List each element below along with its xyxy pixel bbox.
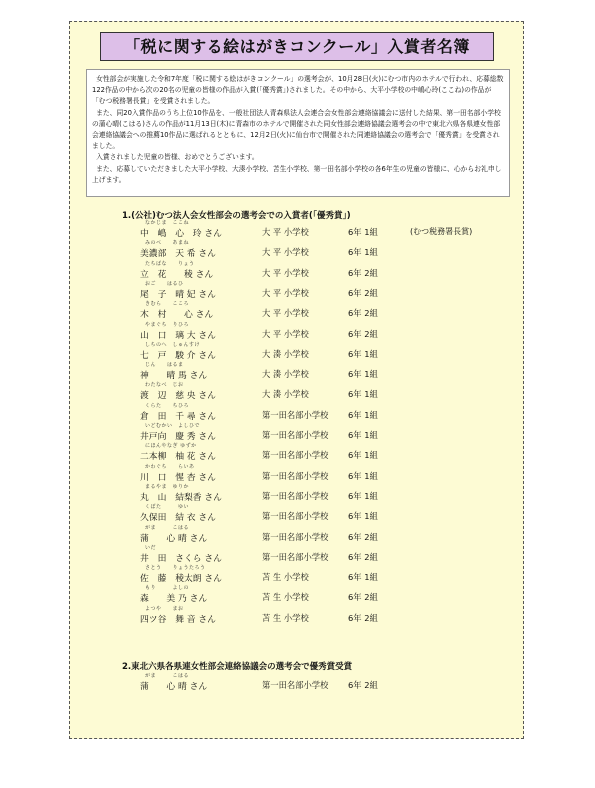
winner-name: 七 戸 駿 介 さん [140, 350, 216, 361]
winner-row [0, 341, 595, 361]
school-name: 大 平 小学校 [262, 247, 309, 258]
grade-class: 6年 2組 [348, 592, 378, 603]
name-reading: さとう りょうたろう [145, 565, 206, 572]
winner-row [0, 544, 595, 564]
name-reading: がま こはる [145, 673, 190, 679]
winner-name: 渡 辺 慈 央 さん [140, 391, 216, 402]
winner-name: 美濃部 天 希 さん [140, 249, 216, 260]
winner-row [0, 381, 595, 401]
school-name: 第一田名部小学校 [262, 470, 329, 481]
school-name: 大 湊 小学校 [262, 348, 309, 359]
grade-class: 6年 1組 [348, 430, 378, 440]
winner-row [0, 442, 595, 462]
grade-class: 6年 1組 [348, 369, 378, 380]
winner-row [0, 672, 595, 692]
school-name: 第一田名部小学校 [262, 680, 329, 690]
winner-name: 佐 藤 稜太朗 さん [140, 574, 222, 585]
winner-row [0, 402, 595, 422]
grade-class: 6年 1組 [348, 227, 378, 237]
grade-class: 6年 1組 [348, 389, 378, 400]
section-1-heading: 1.(公社)むつ法人会女性部会の選考会での入賞者(「優秀賞」) [122, 211, 351, 221]
winner-name: 立 花 稜 さん [140, 269, 214, 280]
name-reading: やまぐち りひろ [145, 321, 190, 328]
school-name: 第一田名部小学校 [262, 490, 329, 501]
winner-name: 尾 子 晴 妃 さん [140, 289, 216, 300]
name-reading: きむら こころ [145, 301, 190, 308]
name-reading: よつや まお [145, 605, 184, 612]
grade-class: 6年 2組 [348, 308, 378, 319]
winner-name: 久保田 結 衣 さん [140, 513, 216, 524]
winner-row [0, 564, 595, 584]
winner-row [0, 584, 595, 604]
winner-name: 蒲 心 晴 さん [140, 533, 208, 544]
winner-name: 森 美 乃 さん [140, 594, 208, 605]
school-name: 苫 生 小学校 [262, 572, 309, 583]
winner-name: 二本柳 柚 花 さん [140, 452, 216, 463]
winner-name: 丸 山 結梨香 さん [140, 492, 222, 503]
intro-paragraph: また、同20入賞作品のうち上位10作品を、一般社団法人青森県法人会連合会女性部会連絡協議会に送付した結果、第一田名部小学校の蒲心晴(こはる)さんの作品が11月13日(木)に青森市のホテルで開催された同女性部会連絡協議会選考会の中で東北六県各県連女性部会連絡協議会への推薦10作品に選ばれるとともに、12月2日(火)に仙台市で開催された同連絡協議会の選考会で「優秀賞」を受賞されました。 [92, 108, 501, 151]
grade-class: 6年 2組 [348, 531, 378, 542]
school-name: 大 平 小学校 [262, 267, 309, 278]
grade-class: 6年 2組 [348, 612, 378, 623]
winner-row [0, 503, 595, 523]
grade-class: 6年 1組 [348, 409, 378, 420]
school-name: 大 平 小学校 [262, 308, 309, 319]
school-name: 第一田名部小学校 [262, 430, 329, 440]
winner-row [0, 524, 595, 544]
school-name: 第一田名部小学校 [262, 551, 329, 562]
name-reading: なかじま ここね [145, 220, 190, 226]
intro-box [86, 69, 510, 197]
grade-class: 6年 1組 [348, 490, 378, 501]
name-reading: もり よしの [145, 585, 190, 592]
name-reading: いだ [145, 544, 157, 551]
winner-name: 木 村 心 さん [140, 310, 214, 321]
name-reading: じん はるま [145, 362, 184, 369]
school-name: 第一田名部小学校 [262, 409, 329, 420]
winner-name: 山 口 璃 大 さん [140, 330, 216, 341]
winner-name: 神 晴 馬 さん [140, 371, 208, 382]
name-reading: いどむかい よしひで [145, 423, 201, 429]
winner-name: 川 口 惺 杏 さん [140, 472, 216, 483]
grade-class: 6年 2組 [348, 680, 378, 690]
grade-class: 6年 2組 [348, 267, 378, 278]
winner-row [0, 422, 595, 442]
school-name: 第一田名部小学校 [262, 450, 329, 461]
school-name: 大 平 小学校 [262, 227, 309, 237]
name-reading: みのべ あまね [145, 240, 190, 247]
name-reading: おご はるひ [145, 280, 184, 287]
school-name: 苫 生 小学校 [262, 612, 309, 623]
name-reading: くらた ちひろ [145, 402, 190, 409]
school-name: 第一田名部小学校 [262, 511, 329, 522]
winner-row [0, 605, 595, 625]
grade-class: 6年 1組 [348, 572, 378, 583]
name-reading: まるやま ゆりか [145, 483, 190, 490]
winner-row [0, 300, 595, 320]
grade-class: 6年 2組 [348, 551, 378, 562]
grade-class: 6年 1組 [348, 348, 378, 359]
school-name: 第一田名部小学校 [262, 531, 329, 542]
intro-paragraph: また、応募していただきました大平小学校、大湊小学校、苫生小学校、第一田名部小学校の各6年生の児童の皆様に、心からお礼申し上げます。 [92, 164, 502, 184]
name-reading: くぼた ゆい [145, 504, 190, 511]
name-reading: たちばな りょう [145, 260, 195, 267]
winner-name: 井 田 さくら さん [140, 553, 222, 564]
grade-class: 6年 2組 [348, 328, 378, 339]
winner-row [0, 361, 595, 381]
winner-name: 四ツ谷 舞 音 さん [140, 614, 216, 625]
school-name: 大 湊 小学校 [262, 369, 309, 380]
winner-row [0, 321, 595, 341]
grade-class: 6年 1組 [348, 470, 378, 481]
section-2-heading: 2.東北六県各県連女性部会連絡協議会の選考会で優秀賞受賞 [122, 662, 353, 672]
document-title: 「税に関する絵はがきコンクール」入賞者名簿 [100, 32, 494, 61]
school-name: 大 湊 小学校 [262, 389, 309, 400]
name-reading: しちのへ しゅんすけ [145, 341, 201, 348]
winner-name: 倉 田 千 尋 さん [140, 411, 216, 422]
school-name: 苫 生 小学校 [262, 592, 309, 603]
winner-name: 井戸向 慶 秀 さん [140, 432, 216, 442]
intro-paragraph: 入賞されました児童の皆様、おめでとうございます。 [96, 153, 259, 162]
name-reading: わたなべ じお [145, 382, 184, 389]
winner-row [0, 280, 595, 300]
winner-name: 中 嶋 心 玲 さん [140, 229, 222, 239]
name-reading: がま こはる [145, 524, 190, 531]
winner-row [0, 260, 595, 280]
school-name: 大 平 小学校 [262, 287, 309, 298]
winner-row [0, 483, 595, 503]
name-reading: にほんやなぎ ゆずか [145, 443, 197, 450]
grade-class: 6年 1組 [348, 247, 378, 258]
winner-row [0, 239, 595, 259]
winner-row [0, 463, 595, 483]
intro-paragraph: 女性部会が実施した令和7年度「税に関する絵はがきコンクール」の選考会が、10月28日(火)にむつ市内のホテルで行われ、応募総数122作品の中から次の20名の児童の皆様の作品が入賞(「優秀賞」)されました。その中から、大平小学校の中嶋心玲(ここね)の作品が「むつ税務署長賞」を受賞されました。 [92, 75, 504, 106]
grade-class: 6年 2組 [348, 287, 378, 298]
name-reading: かわぐち らいあ [145, 463, 195, 470]
school-name: 大 平 小学校 [262, 328, 309, 339]
winner-name: 蒲 心 晴 さん [140, 682, 208, 692]
winner-row [0, 219, 595, 239]
grade-class: 6年 1組 [348, 511, 378, 522]
grade-class: 6年 1組 [348, 450, 378, 461]
award-note: (むつ税務署長賞) [410, 227, 473, 236]
